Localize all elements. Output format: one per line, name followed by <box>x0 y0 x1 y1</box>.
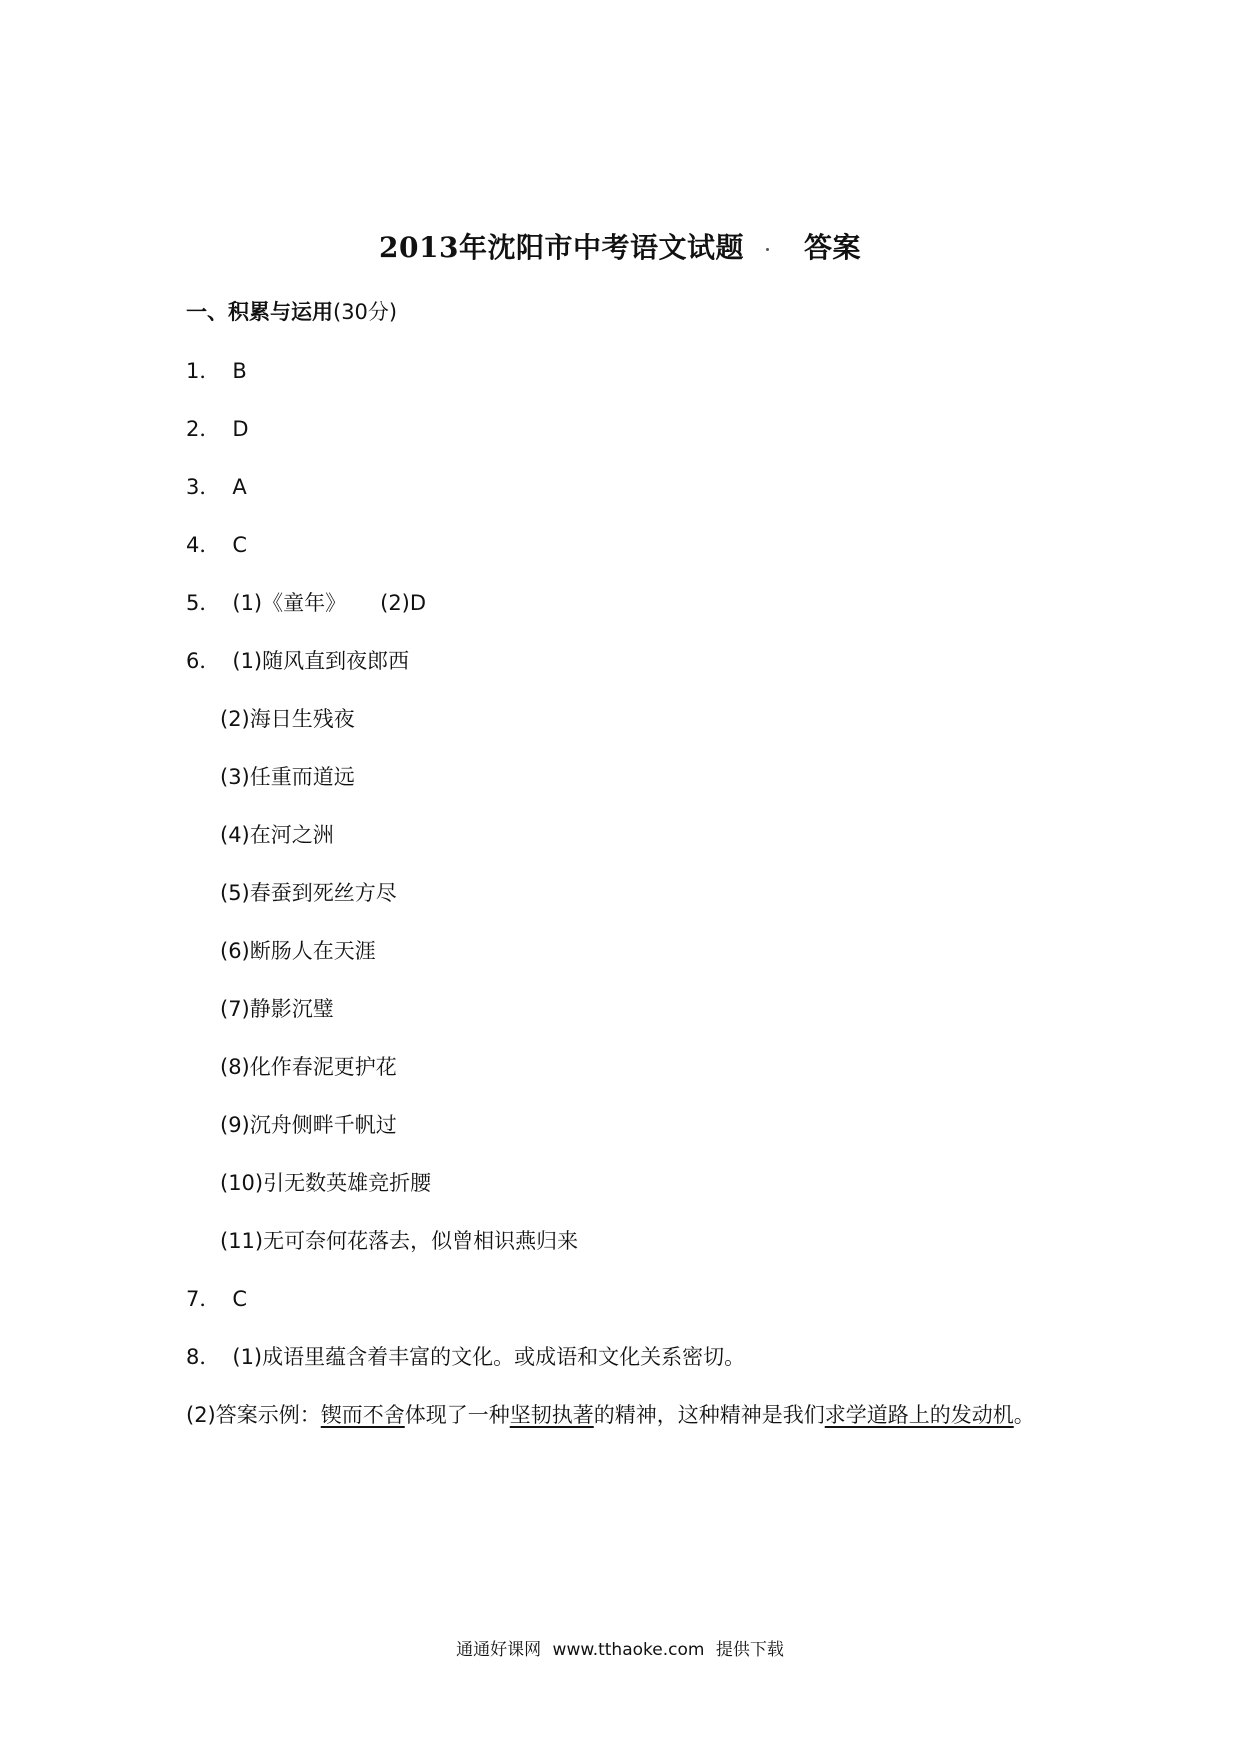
example-prefix: (2)答案示例： <box>186 1403 321 1427</box>
answer-value: B <box>232 359 247 383</box>
answer-6-item: (3)任重而道远 <box>220 765 355 789</box>
answer-6-item: (1)随风直到夜郎西 <box>232 649 410 673</box>
answer-5-part-1: (1)《童年》 <box>232 591 347 615</box>
answer-1 <box>186 355 247 385</box>
answer-number: 5． <box>186 591 221 615</box>
answer-6-item: (10)引无数英雄竞折腰 <box>220 1171 432 1195</box>
answer-6-item: (9)沉舟侧畔千帆过 <box>220 1113 397 1137</box>
footer-url: www.tthaoke.com <box>552 1640 705 1660</box>
answer-6-item: (2)海日生残夜 <box>220 707 355 731</box>
answer-value: A <box>232 475 247 499</box>
answer-number: 8． <box>186 1345 221 1369</box>
title-main: 2013年沈阳市中考语文试题 <box>379 231 744 264</box>
answer-3 <box>186 471 247 501</box>
section-label: 一、积累与运用 <box>186 300 333 324</box>
answer-6-item: (5)春蚕到死丝方尽 <box>220 881 397 905</box>
footer-site: 通通好课网 <box>456 1640 542 1660</box>
answer-8 <box>186 1341 745 1371</box>
section-score: (30分) <box>333 300 398 324</box>
answer-2 <box>186 413 249 443</box>
underlined-term: 锲而不舍 <box>320 1403 405 1427</box>
answer-number: 6． <box>186 649 221 673</box>
example-text: 的精神，这种精神是我们 <box>593 1403 825 1427</box>
answer-4 <box>186 529 247 559</box>
title-answer: 答案 <box>803 231 861 264</box>
answer-5-part-2: (2)D <box>380 591 427 615</box>
answer-number: 2． <box>186 417 221 441</box>
answer-value: C <box>232 533 248 557</box>
underlined-term: 坚韧执著 <box>509 1403 594 1427</box>
answer-number: 4． <box>186 533 221 557</box>
answer-number: 3． <box>186 475 221 499</box>
answer-6 <box>186 645 409 675</box>
answer-8-part-2 <box>186 1399 1035 1429</box>
answer-6-item: (7)静影沉璧 <box>220 997 334 1021</box>
answer-6-item: (4)在河之洲 <box>220 823 334 847</box>
answer-8-part-1: (1)成语里蕴含着丰富的文化。或成语和文化关系密切。 <box>232 1345 746 1369</box>
answer-6-item: (6)断肠人在天涯 <box>220 939 376 963</box>
answer-6-item: (11)无可奈何花落去，似曾相识燕归来 <box>220 1229 579 1253</box>
example-text: 。 <box>1013 1403 1035 1427</box>
answer-7 <box>186 1283 247 1313</box>
page-footer <box>0 1635 1240 1660</box>
section-heading <box>186 296 397 326</box>
answer-6-item: (8)化作春泥更护花 <box>220 1055 397 1079</box>
example-text: 体现了一种 <box>404 1403 510 1427</box>
page-title <box>0 226 1240 266</box>
answer-number: 7． <box>186 1287 221 1311</box>
footer-action: 提供下载 <box>715 1640 784 1660</box>
stray-dot <box>766 248 769 251</box>
answer-5 <box>186 587 426 617</box>
underlined-term: 求学道路上的发动机 <box>824 1403 1014 1427</box>
answer-value: D <box>232 417 249 441</box>
answer-number: 1． <box>186 359 221 383</box>
answer-value: C <box>232 1287 248 1311</box>
